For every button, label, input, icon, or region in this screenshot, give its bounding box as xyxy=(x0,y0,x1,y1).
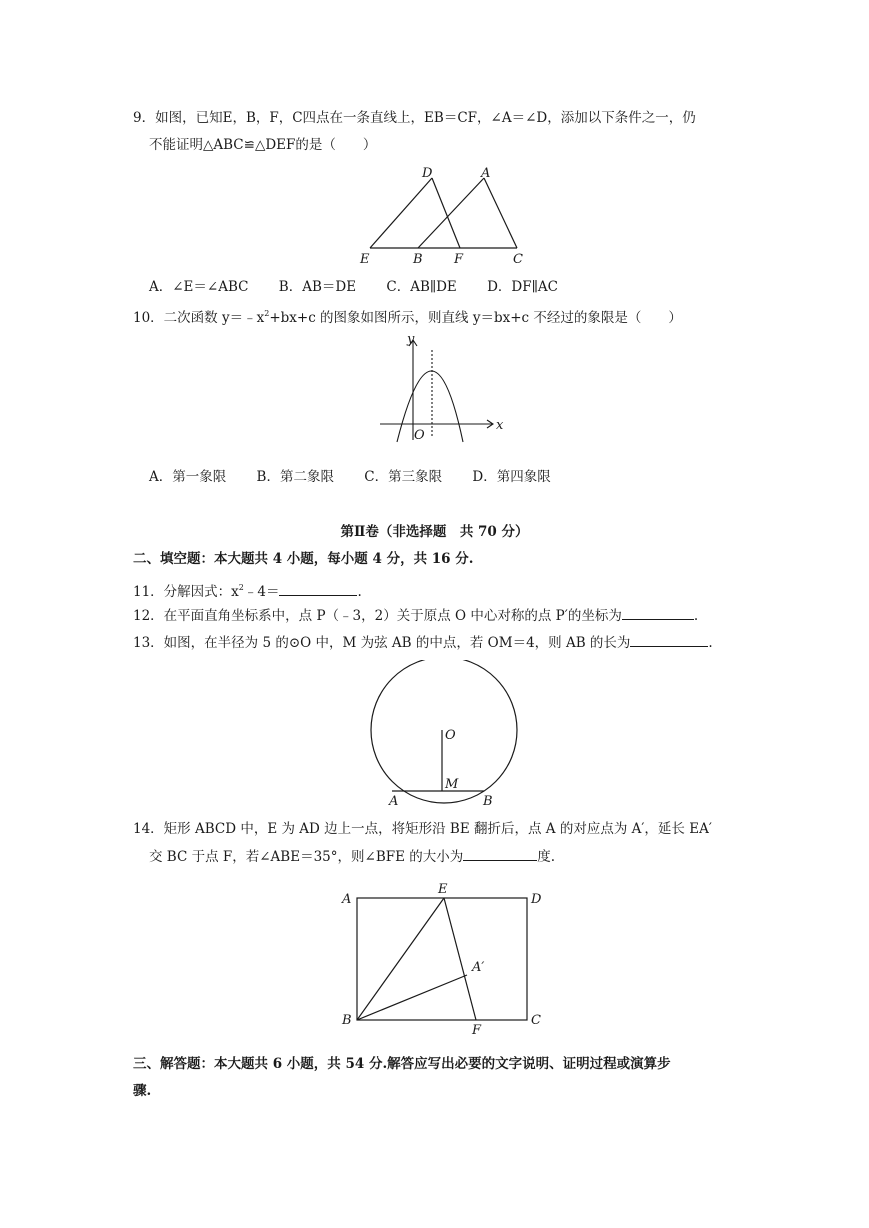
q12 xyxy=(133,605,698,626)
segment-ef xyxy=(444,898,476,1020)
label-b: B xyxy=(413,252,423,267)
q10-figure xyxy=(375,330,510,445)
q13-text: 13．如图，在半径为 5 的⊙O 中，M 为弦 AB 的中点，若 OM＝4，则 AB 的长为 xyxy=(133,635,631,651)
label-o: O xyxy=(445,728,456,743)
q14-answer-blank[interactable] xyxy=(463,846,537,861)
label-f: F xyxy=(454,252,464,267)
q9-option-c[interactable]: C．AB∥DE xyxy=(386,279,457,295)
q9-line2: 不能证明△ABC≌△DEF的是（ ） xyxy=(149,137,377,153)
section3-header-line2: 骤. xyxy=(133,1083,152,1099)
label-y: y xyxy=(407,332,415,347)
q14-line2-pre: 交 BC 于点 F，若∠ABE＝35°，则∠BFE 的大小为 xyxy=(149,849,464,865)
q12-post: . xyxy=(693,608,699,624)
q9-option-b[interactable]: B．AB＝DE xyxy=(278,279,357,295)
q12-answer-blank[interactable] xyxy=(622,605,694,620)
q14-line1: 14．矩形 ABCD 中，E 为 AD 边上一点，将矩形沿 BE 翻折后，点 A 的对应点为 A′，延长 EA′ xyxy=(133,821,712,837)
q12-text: 12．在平面直角坐标系中，点 P（﹣3，2）关于原点 O 中心对称的点 P′的坐标为 xyxy=(133,608,622,624)
segment-df xyxy=(432,178,460,248)
circle-o xyxy=(371,660,517,803)
label-c: C xyxy=(531,1013,541,1028)
q11-pre: 11．分解因式：x xyxy=(133,584,239,600)
label-d: D xyxy=(422,166,433,181)
q9-line1: 9．如图，已知E，B，F，C四点在一条直线上，EB＝CF，∠A＝∠D，添加以下条件之一，仍 xyxy=(133,110,696,126)
q11-answer-blank[interactable] xyxy=(279,581,357,596)
q14-line2-post: 度. xyxy=(537,849,556,865)
q13-figure xyxy=(365,660,525,810)
q11-exponent: 2 xyxy=(238,583,244,592)
label-b: B xyxy=(342,1013,352,1028)
segment-ed xyxy=(370,178,432,248)
q14-line2 xyxy=(149,846,555,867)
q10-option-c[interactable]: C．第三象限 xyxy=(364,469,443,485)
label-a-prime: A′ xyxy=(472,960,485,975)
part2-title: 第Ⅱ卷（非选择题 共 70 分） xyxy=(340,524,529,540)
q13 xyxy=(133,632,713,653)
q10-exponent: 2 xyxy=(264,309,270,318)
section3-header-line1: 三、解答题：本大题共 6 小题，共 54 分.解答应写出必要的文字说明、证明过程或演算步 xyxy=(133,1056,671,1072)
label-a: A xyxy=(342,892,352,907)
section2-header: 二、填空题：本大题共 4 小题，每小题 4 分，共 16 分. xyxy=(133,551,474,567)
label-f: F xyxy=(472,1023,482,1036)
q10-option-a[interactable]: A．第一象限 xyxy=(149,469,227,485)
label-x: x xyxy=(496,418,504,433)
q9-figure xyxy=(350,162,535,270)
label-a: A xyxy=(481,166,491,181)
q10-option-b[interactable]: B．第二象限 xyxy=(256,469,334,485)
q13-post: . xyxy=(708,635,713,651)
parabola xyxy=(397,371,463,442)
q11-post: . xyxy=(357,584,362,600)
label-a: A xyxy=(389,794,399,809)
label-b: B xyxy=(483,794,493,809)
label-e: E xyxy=(438,882,448,897)
q9-option-a[interactable]: A．∠E＝∠ABC xyxy=(149,279,249,295)
q9-option-d[interactable]: D．DF∥AC xyxy=(487,279,558,295)
q11 xyxy=(133,578,362,602)
label-e: E xyxy=(360,252,370,267)
q10-options xyxy=(149,467,577,487)
q14-figure xyxy=(338,876,550,1036)
rectangle-abcd xyxy=(357,898,527,1020)
q10-stem-pre: 10．二次函数 y＝﹣x xyxy=(133,310,265,326)
segment-ac xyxy=(484,178,517,248)
q9-options xyxy=(149,277,584,297)
q10-stem xyxy=(133,304,682,328)
q13-answer-blank[interactable] xyxy=(630,632,708,647)
q10-option-d[interactable]: D．第四象限 xyxy=(472,469,551,485)
segment-ba xyxy=(418,178,484,248)
q10-stem-post: +bx+c 的图象如图所示，则直线 y＝bx+c 不经过的象限是（ ） xyxy=(269,310,682,326)
label-o: O xyxy=(414,428,425,443)
label-d: D xyxy=(531,892,542,907)
q11-mid: ﹣4＝ xyxy=(243,584,280,600)
label-c: C xyxy=(513,252,523,267)
label-m: M xyxy=(445,777,459,792)
